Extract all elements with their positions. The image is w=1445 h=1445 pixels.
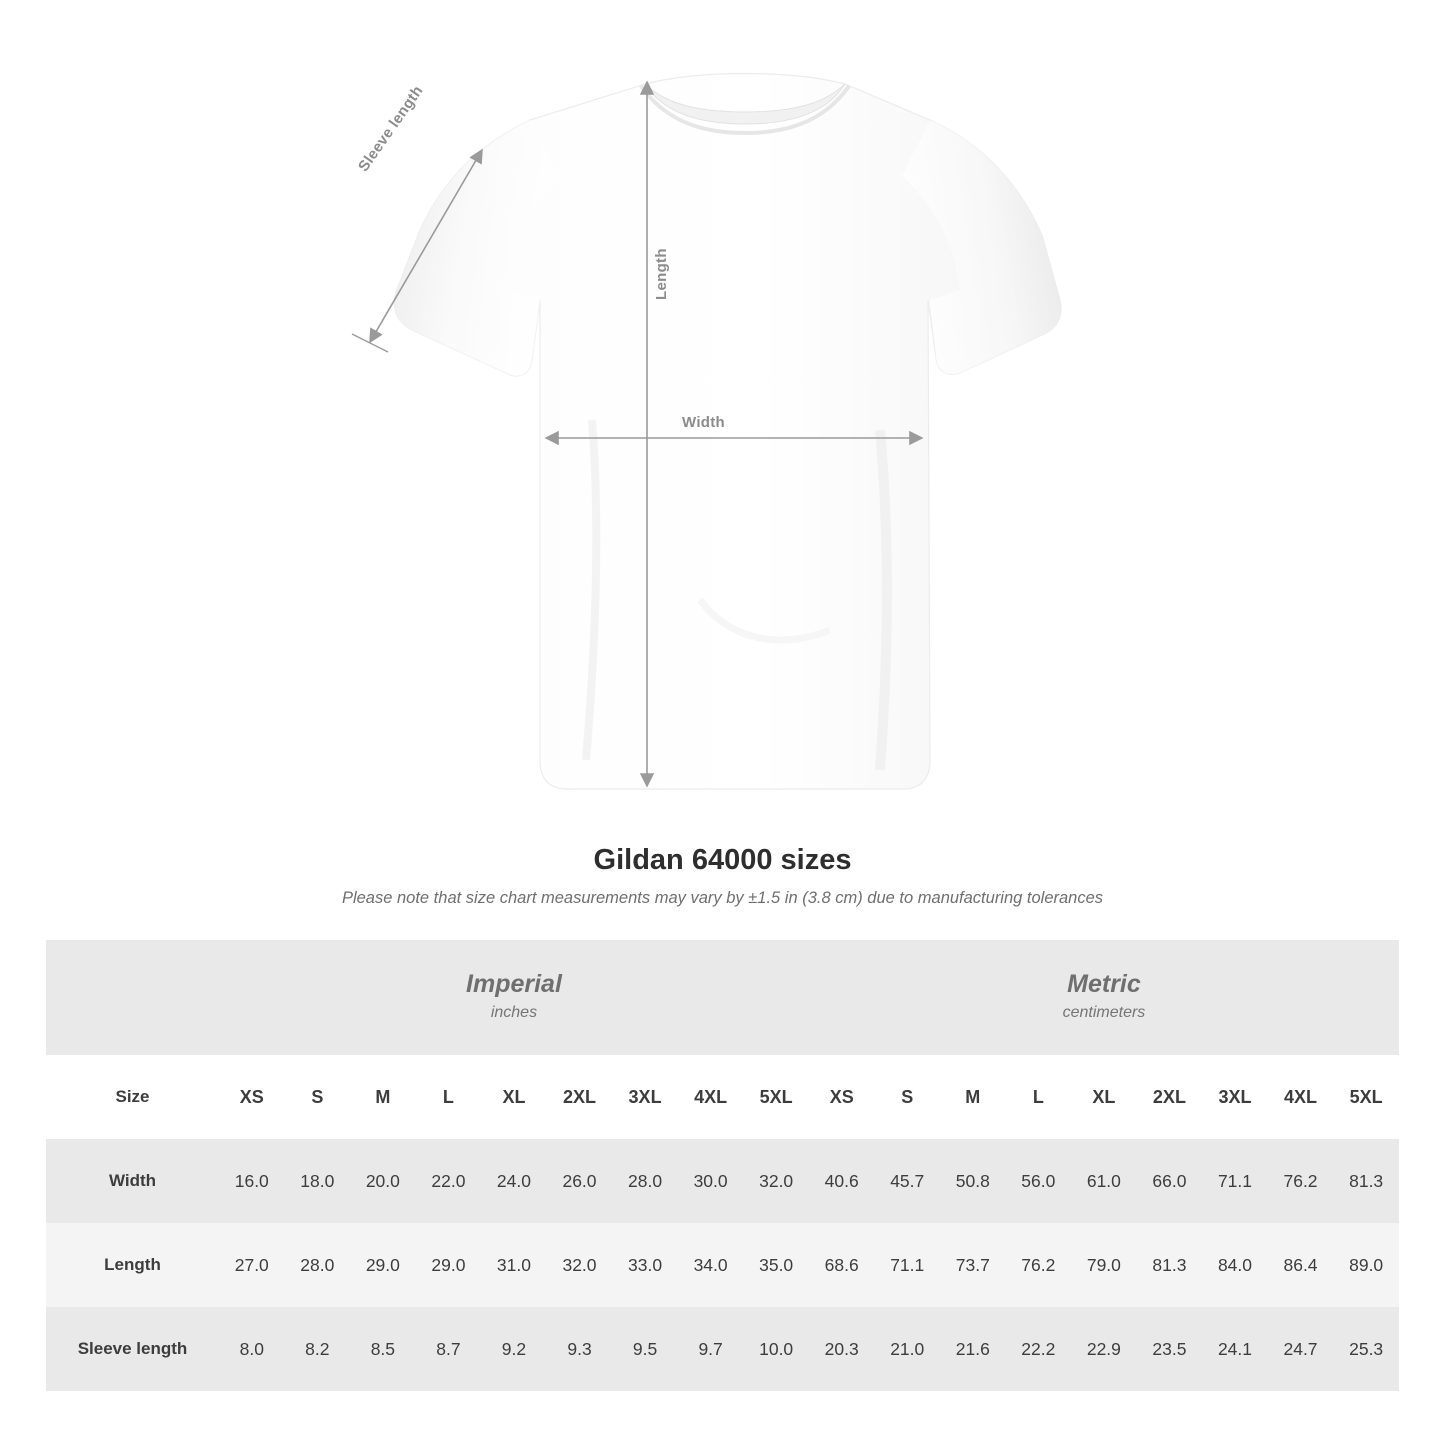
column-header-metric-4xl: 4XL	[1268, 1055, 1334, 1139]
width-label: Width	[682, 414, 726, 431]
cell-width-imperial-s: 18.0	[285, 1139, 351, 1223]
cell-width-imperial-l: 22.0	[416, 1139, 482, 1223]
cell-sleeve-metric-4xl: 24.7	[1268, 1307, 1334, 1391]
cell-width-imperial-2xl: 26.0	[547, 1139, 613, 1223]
cell-sleeve-metric-xl: 22.9	[1071, 1307, 1137, 1391]
column-header-metric-xs: XS	[809, 1055, 875, 1139]
cell-length-imperial-s: 28.0	[285, 1223, 351, 1307]
column-header-imperial-s: S	[285, 1055, 351, 1139]
cell-width-metric-xl: 61.0	[1071, 1139, 1137, 1223]
cell-width-metric-xs: 40.6	[809, 1139, 875, 1223]
cell-width-imperial-3xl: 28.0	[612, 1139, 678, 1223]
table-row	[46, 1307, 1399, 1391]
table-row	[46, 1223, 1399, 1307]
cell-length-metric-2xl: 81.3	[1137, 1223, 1203, 1307]
cell-sleeve-imperial-xl: 9.2	[481, 1307, 547, 1391]
column-header-metric-3xl: 3XL	[1202, 1055, 1268, 1139]
cell-length-metric-s: 71.1	[874, 1223, 940, 1307]
cell-sleeve-metric-3xl: 24.1	[1202, 1307, 1268, 1391]
cell-sleeve-metric-m: 21.6	[940, 1307, 1006, 1391]
column-header-imperial-l: L	[416, 1055, 482, 1139]
cell-sleeve-metric-5xl: 25.3	[1333, 1307, 1399, 1391]
column-header-metric-2xl: 2XL	[1137, 1055, 1203, 1139]
column-header-metric-5xl: 5XL	[1333, 1055, 1399, 1139]
cell-length-metric-l: 76.2	[1006, 1223, 1072, 1307]
tolerance-note: Please note that size chart measurements may vary by ±1.5 in (3.8 cm) due to manufacturing tolerances	[341, 889, 1104, 907]
page-title: Gildan 64000 sizes	[593, 844, 852, 876]
cell-length-imperial-l: 29.0	[416, 1223, 482, 1307]
row-header-width: Width	[46, 1139, 219, 1223]
cell-width-metric-l: 56.0	[1006, 1139, 1072, 1223]
column-header-metric-m: M	[940, 1055, 1006, 1139]
table-row	[46, 1139, 1399, 1223]
row-header-sleeve-length: Sleeve length	[46, 1307, 219, 1391]
cell-sleeve-metric-s: 21.0	[874, 1307, 940, 1391]
column-header-imperial-xl: XL	[481, 1055, 547, 1139]
cell-sleeve-metric-xs: 20.3	[809, 1307, 875, 1391]
cell-sleeve-imperial-s: 8.2	[285, 1307, 351, 1391]
cell-sleeve-imperial-3xl: 9.5	[612, 1307, 678, 1391]
cell-length-metric-m: 73.7	[940, 1223, 1006, 1307]
cell-sleeve-imperial-2xl: 9.3	[547, 1307, 613, 1391]
column-header-metric-l: L	[1006, 1055, 1072, 1139]
cell-width-imperial-5xl: 32.0	[743, 1139, 809, 1223]
system-header-spacer	[46, 940, 219, 1055]
system-unit-metric: centimeters	[1062, 1004, 1146, 1022]
system-header-metric	[809, 940, 1399, 1055]
cell-length-imperial-3xl: 33.0	[612, 1223, 678, 1307]
system-name-imperial: Imperial	[466, 970, 562, 999]
column-header-size: Size	[46, 1055, 219, 1139]
cell-length-imperial-2xl: 32.0	[547, 1223, 613, 1307]
row-header-length: Length	[46, 1223, 219, 1307]
size-chart-table	[46, 940, 1399, 1391]
column-header-imperial-5xl: 5XL	[743, 1055, 809, 1139]
cell-sleeve-imperial-5xl: 10.0	[743, 1307, 809, 1391]
cell-width-metric-m: 50.8	[940, 1139, 1006, 1223]
cell-width-imperial-xs: 16.0	[219, 1139, 285, 1223]
length-label: Length	[653, 248, 670, 300]
column-header-metric-s: S	[874, 1055, 940, 1139]
cell-width-metric-4xl: 76.2	[1268, 1139, 1334, 1223]
cell-width-metric-2xl: 66.0	[1137, 1139, 1203, 1223]
size-chart-table-wrap	[46, 940, 1399, 1391]
cell-width-metric-3xl: 71.1	[1202, 1139, 1268, 1223]
column-header-imperial-xs: XS	[219, 1055, 285, 1139]
system-name-metric: Metric	[1067, 970, 1141, 999]
column-header-metric-xl: XL	[1071, 1055, 1137, 1139]
title-block	[0, 844, 1445, 908]
system-header-imperial	[219, 940, 809, 1055]
cell-sleeve-imperial-xs: 8.0	[219, 1307, 285, 1391]
cell-length-metric-4xl: 86.4	[1268, 1223, 1334, 1307]
shirt-shape	[394, 74, 1061, 790]
cell-length-imperial-xl: 31.0	[481, 1223, 547, 1307]
cell-width-imperial-m: 20.0	[350, 1139, 416, 1223]
cell-length-metric-xl: 79.0	[1071, 1223, 1137, 1307]
column-header-imperial-m: M	[350, 1055, 416, 1139]
cell-sleeve-imperial-4xl: 9.7	[678, 1307, 744, 1391]
system-header-row	[46, 940, 1399, 1055]
cell-length-metric-5xl: 89.0	[1333, 1223, 1399, 1307]
column-header-imperial-3xl: 3XL	[612, 1055, 678, 1139]
cell-length-imperial-m: 29.0	[350, 1223, 416, 1307]
cell-length-imperial-4xl: 34.0	[678, 1223, 744, 1307]
cell-length-imperial-xs: 27.0	[219, 1223, 285, 1307]
column-header-imperial-4xl: 4XL	[678, 1055, 744, 1139]
cell-length-imperial-5xl: 35.0	[743, 1223, 809, 1307]
cell-width-imperial-4xl: 30.0	[678, 1139, 744, 1223]
cell-width-imperial-xl: 24.0	[481, 1139, 547, 1223]
cell-width-metric-5xl: 81.3	[1333, 1139, 1399, 1223]
cell-sleeve-imperial-l: 8.7	[416, 1307, 482, 1391]
size-header-row	[46, 1055, 1399, 1139]
cell-sleeve-metric-l: 22.2	[1006, 1307, 1072, 1391]
cell-length-metric-xs: 68.6	[809, 1223, 875, 1307]
system-unit-imperial: inches	[490, 1004, 538, 1022]
cell-length-metric-3xl: 84.0	[1202, 1223, 1268, 1307]
cell-sleeve-metric-2xl: 23.5	[1137, 1307, 1203, 1391]
column-header-imperial-2xl: 2XL	[547, 1055, 613, 1139]
cell-sleeve-imperial-m: 8.5	[350, 1307, 416, 1391]
cell-width-metric-s: 45.7	[874, 1139, 940, 1223]
sleeve-length-label: Sleeve length	[355, 82, 427, 175]
